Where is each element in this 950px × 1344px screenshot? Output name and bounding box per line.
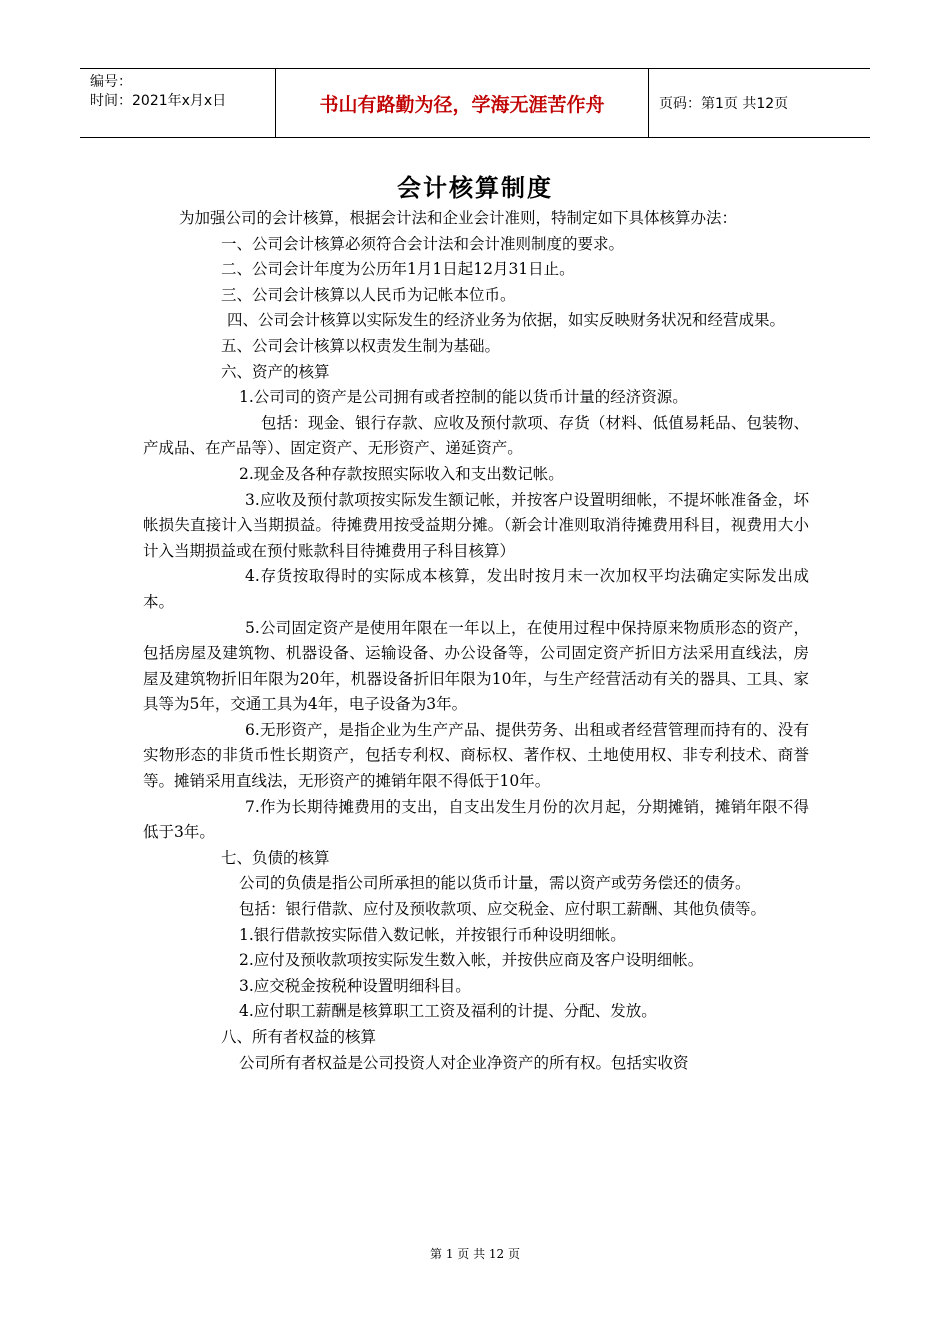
body-paragraph: 4.应付职工薪酬是核算职工工资及福利的计提、分配、发放。	[239, 1002, 657, 1021]
body-paragraph: 1.银行借款按实际借入数记帐，并按银行币种设明细帐。	[239, 925, 626, 944]
document-number-label: 编号：	[90, 74, 132, 90]
body-paragraph: 6.无形资产，是指企业为生产产品、提供劳务、出租或者经营管理而持有的、没有实物形态的非货币性长期资产，包括专利权、商标权、著作权、土地使用权、非专利技术、商誉等。摊销采用直线法，无形资产的摊销年限不得低于10年。	[143, 720, 809, 791]
body-paragraph: 7.作为长期待摊费用的支出，自支出发生月份的次月起，分期摊销，摊销年限不得低于3年。	[143, 797, 809, 842]
body-paragraph: 3.应收及预付款项按实际发生额记帐，并按客户设置明细帐，不提坏帐准备金，坏帐损失直接计入当期损益。待摊费用按受益期分摊。（新会计准则取消待摊费用科目，视费用大小计入当期损益或在预付账款科目待摊费用子科目核算）	[143, 490, 809, 560]
document-title: 会计核算制度	[397, 173, 553, 202]
body-paragraph: 七、负债的核算	[221, 848, 330, 867]
body-paragraph: 2.现金及各种存款按照实际收入和支出数记帐。	[239, 464, 564, 483]
body-paragraph: 公司所有者权益是公司投资人对企业净资产的所有权。包括实收资	[239, 1053, 689, 1072]
body-paragraph: 二、公司会计年度为公历年1月1日起12月31日止。	[221, 260, 575, 279]
header-page-label: 页码：第1页 共12页	[659, 96, 789, 112]
document-date-label: 时间：2021年x月x日	[90, 93, 227, 109]
body-paragraph: 3.应交税金按税种设置明细科目。	[239, 976, 471, 995]
body-paragraph: 八、所有者权益的核算	[221, 1028, 377, 1046]
body-paragraph: 公司的负债是指公司所承担的能以货币计量，需以资产或劳务偿还的债务。	[239, 874, 751, 893]
body-paragraph: 三、公司会计核算以人民币为记帐本位币。	[221, 285, 516, 304]
page-header	[80, 68, 870, 138]
body-paragraph: 4.存货按取得时的实际成本核算，发出时按月末一次加权平均法确定实际发出成本。	[143, 567, 809, 611]
body-paragraph: 四、公司会计核算以实际发生的经济业务为依据，如实反映财务状况和经营成果。	[227, 311, 786, 330]
header-motto: 书山有路勤为径，学海无涯苦作舟	[276, 69, 649, 137]
body-paragraph: 2.应付及预收款项按实际发生数入帐，并按供应商及客户设明细帐。	[239, 951, 704, 970]
body-paragraph: 六、资产的核算	[221, 362, 330, 381]
body-paragraph: 五、公司会计核算以权责发生制为基础。	[221, 336, 501, 355]
body-paragraph: 1.公司司的资产是公司拥有或者控制的能以货币计量的经济资源。	[239, 388, 688, 407]
body-paragraph: 包括：现金、银行存款、应收及预付款项、存货（材料、低值易耗品、包装物、产成品、在产品等）、固定资产、无形资产、递延资产。	[143, 413, 809, 458]
body-paragraph: 包括：银行借款、应付及预收款项、应交税金、应付职工薪酬、其他负债等。	[239, 900, 767, 919]
body-paragraph: 一、公司会计核算必须符合会计法和会计准则制度的要求。	[221, 234, 625, 253]
body-paragraph: 5.公司固定资产是使用年限在一年以上，在使用过程中保持原来物质形态的资产，包括房屋及建筑物、机器设备、运输设备、办公设备等，公司固定资产折旧方法采用直线法，房屋及建筑物折旧年限为20年，机器设备折旧年限为10年，与生产经营活动有关的器具、工具、家具等为5年，交通工具为4年，电子设备为3年。	[143, 618, 809, 714]
header-meta	[80, 69, 276, 137]
body-paragraph: 为加强公司的会计核算，根据会计法和企业会计准则，特制定如下具体核算办法：	[179, 209, 738, 227]
document-body	[143, 206, 809, 1076]
page-footer: 第 1 页 共 12 页	[430, 1247, 520, 1261]
